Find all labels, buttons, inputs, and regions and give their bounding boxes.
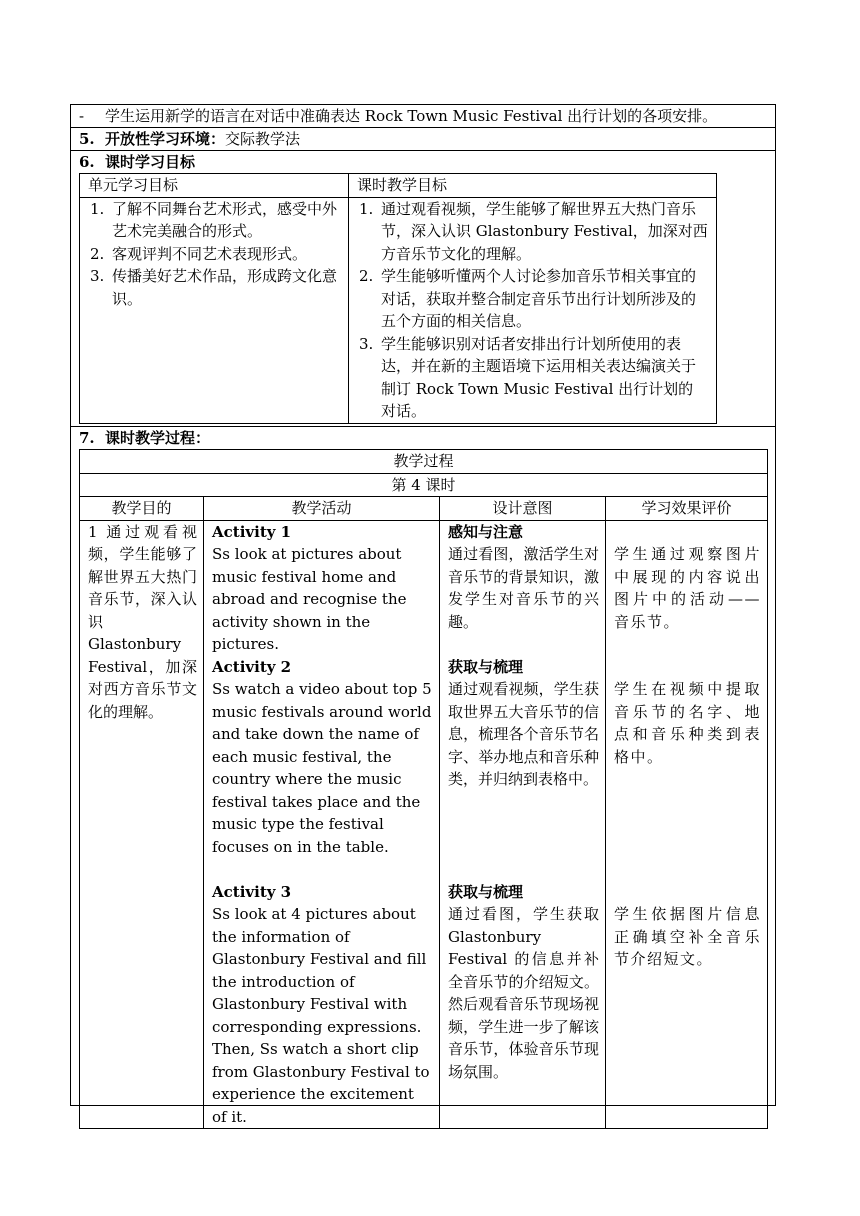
unit-goal-text: 传播美好艺术作品，形成跨文化意识。 [112,267,338,308]
lesson-goal-item: 3. 学生能够识别对话者安排出行计划所使用的表达，并在新的主题语境下运用相关表达编演关于制订 Rock Town Music Festival 出行计划的对话。 [359,334,697,420]
intent-title: 获取与梳理 [448,882,524,901]
lesson-goal-text: 学生能够听懂两个人讨论参加音乐节相关事宜的对话，获取并整合制定音乐节出行计划所涉及的五个方面的相关信息。 [381,267,697,330]
header-evaluation: 学习效果评价 [606,497,768,521]
lesson-goal-item: 2. 学生能够听懂两个人讨论参加音乐节相关事宜的对话，获取并整合制定音乐节出行计划所涉及的五个方面的相关信息。 [359,267,697,330]
lesson-goal-text: 学生能够识别对话者安排出行计划所使用的表达，并在新的主题语境下运用相关表达编演关于制订 Rock Town Music Festival 出行计划的对话。 [381,334,697,420]
section-6 [70,150,776,426]
intent-title: 获取与梳理 [448,657,524,676]
activity-block [212,881,433,1129]
intent-block [448,521,599,656]
intent-block [448,881,599,1084]
unit-goal-item: 2. 客观评判不同艺术表现形式。 [90,244,308,263]
lesson-goals-header: 课时教学目标 [349,174,717,198]
lesson-goal-text: 通过观看视频，学生能够了解世界五大热门音乐节，深入认识 Glastonbury Festival，加深对西方音乐节文化的理解。 [381,199,708,263]
section-6-label: 课时学习目标 [105,153,196,171]
unit-goal-text: 客观评判不同艺术表现形式。 [112,244,308,263]
evaluation-text: 学生依据图片信息正确填空补全音乐节介绍短文。 [614,905,761,968]
intro-line [70,104,776,127]
section-6-number: 6. [79,153,95,171]
activity-text: Ss look at pictures about music festival home and abroad and recognise the activity shown in the pictures. [212,545,407,653]
activity-title: Activity 1 [212,522,292,541]
process-table [79,449,768,1129]
lesson-goals-list [353,198,708,423]
unit-goals-list [84,198,342,311]
evaluation-block [614,656,761,881]
intent-cell [440,520,606,1129]
section-5-label: 开放性学习环境： [105,130,226,148]
activity-block [212,521,433,656]
evaluation-block [614,881,761,971]
goals-table [79,173,717,424]
evaluation-text: 学生通过观察图片中展现的内容说出图片中的活动——音乐节。 [614,545,761,631]
header-intent: 设计意图 [440,497,606,521]
process-table-title: 教学过程 [80,450,768,474]
activities-cell [204,520,440,1129]
purpose-text: 1 通过观看视频，学生能够了解世界五大热门音乐节，深入认识 Glastonbury Festival，加深对西方音乐节文化的理解。 [88,522,197,721]
evaluation-cell [606,520,768,1129]
evaluation-text: 学生在视频中提取音乐节的名字、地点和音乐种类到表格中。 [614,680,761,766]
section-7-number: 7. [79,429,95,447]
lesson-goal-item: 1. 通过观看视频，学生能够了解世界五大热门音乐节，深入认识 Glastonbury Festival，加深对西方音乐节文化的理解。 [359,199,708,263]
intent-text: 通过观看视频，学生获取世界五大音乐节的信息，梳理各个音乐节名字、举办地点和音乐种类，并归纳到表格中。 [448,680,599,788]
section-7-label: 课时教学过程： [105,429,211,447]
lesson-number: 第 4 课时 [80,473,768,497]
unit-goal-text: 了解不同舞台艺术形式，感受中外艺术完美融合的形式。 [112,199,338,240]
lesson-plan-page [70,104,776,1126]
activity-title: Activity 2 [212,657,292,676]
section-5-value: 交际教学法 [225,130,301,148]
section-7 [70,426,776,1126]
purpose-cell [80,520,204,1129]
activity-text: Ss look at 4 pictures about the information of Glastonbury Festival and fill the introduction of Glastonbury Festival with corresponding expressions. Then, Ss watch a short clip from Glastonbury Festival to experience the excitement of it. [212,905,430,1126]
intent-title: 感知与注意 [448,522,524,541]
header-activity: 教学活动 [204,497,440,521]
header-purpose: 教学目的 [80,497,204,521]
evaluation-block [614,521,761,656]
unit-goals-header: 单元学习目标 [80,174,349,198]
section-5-number: 5. [79,130,95,148]
activity-text: Ss watch a video about top 5 music festivals around world and take down the name of each music festival, the country where the music festival takes place and the music type the festival focuses on in the table. [212,680,432,856]
activity-block [212,656,433,881]
unit-goals-cell [80,197,349,423]
lesson-goals-cell [349,197,717,423]
intro-marker: - [79,107,85,125]
section-5 [70,127,776,150]
unit-goal-item: 1. 了解不同舞台艺术形式，感受中外艺术完美融合的形式。 [90,199,338,240]
intent-text: 通过看图，学生获取 Glastonbury Festival 的信息并补全音乐节的介绍短文。然后观看音乐节现场视频，学生进一步了解该音乐节，体验音乐节现场氛围。 [448,905,599,1081]
unit-goal-item: 3. 传播美好艺术作品，形成跨文化意识。 [90,267,338,308]
intent-block [448,656,599,881]
activity-title: Activity 3 [212,882,292,901]
intent-text: 通过看图，激活学生对音乐节的背景知识，激发学生对音乐节的兴趣。 [448,545,599,631]
intro-text: 学生运用新学的语言在对话中准确表达 Rock Town Music Festival 出行计划的各项安排。 [105,107,718,125]
